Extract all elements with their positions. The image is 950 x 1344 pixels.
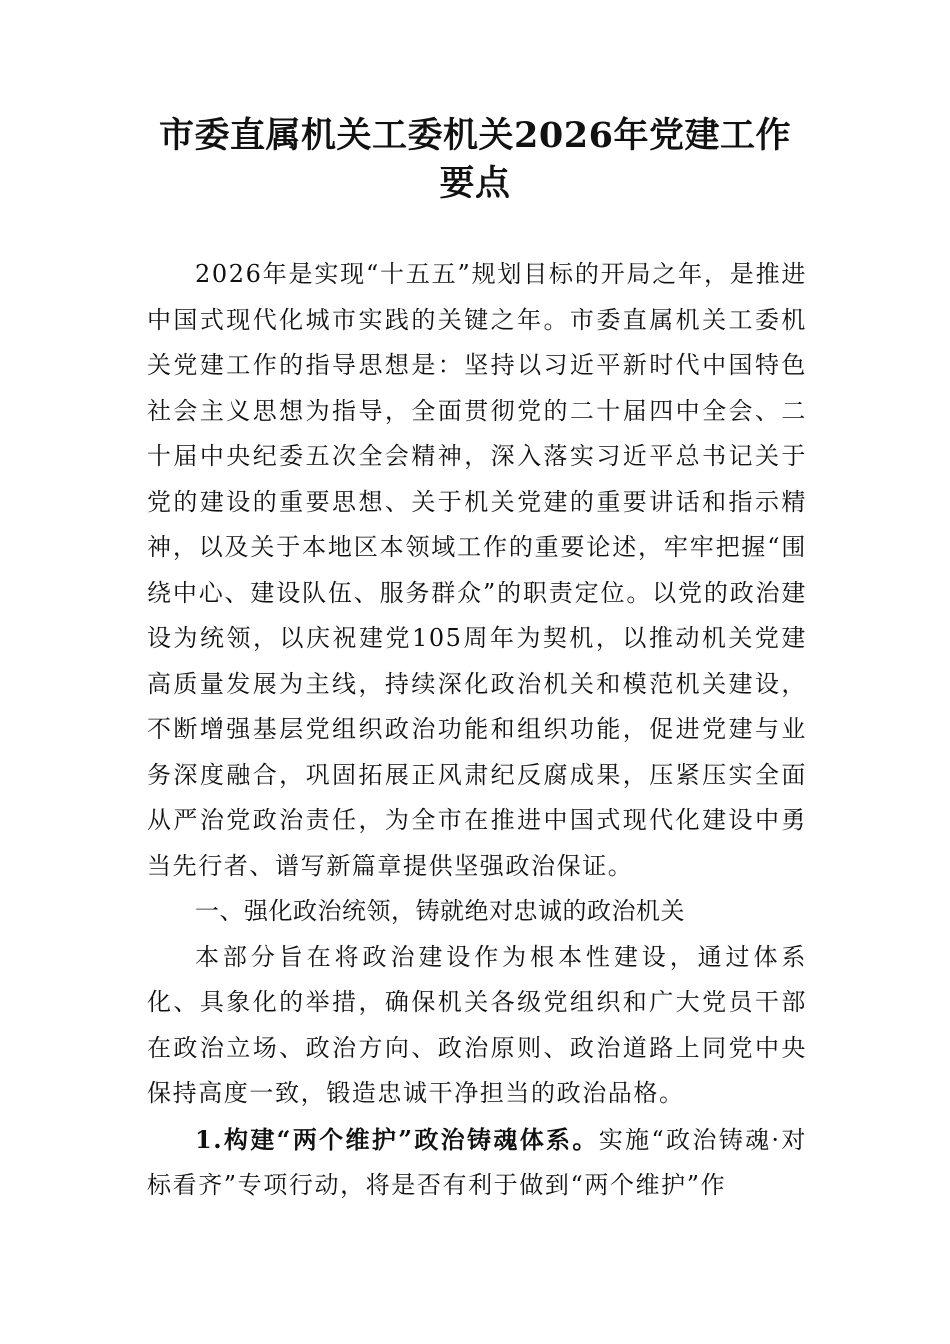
document-title: 市委直属机关工委机关2026年党建工作要点 [159, 115, 791, 204]
item-paragraph [147, 1117, 807, 1209]
item-lead: 1.构建“两个维护”政治铸魂体系。 [195, 1124, 599, 1154]
section-summary-paragraph: 本部分旨在将政治建设作为根本性建设，通过体系化、具象化的举措，确保机关各级党组织和广大党员干部在政治立场、政治方向、政治原则、政治道路上同党中央保持高度一致，锻造忠诚干净担当的政治品格。 [147, 942, 807, 1107]
section-heading: 一、强化政治统领，铸就绝对忠诚的政治机关 [195, 897, 685, 925]
intro-paragraph: 2026年是实现“十五五”规划目标的开局之年，是推进中国式现代化城市实践的关键之年。市委直属机关工委机关党建工作的指导思想是：坚持以习近平新时代中国特色社会主义思想为指导，全面贯彻党的二十届四中全会、二十届中央纪委五次全会精神，深入落实习近平总书记关于党的建设的重要思想、关于机关党建的重要讲话和指示精神，以及关于本地区本领域工作的重要论述，牢牢把握“围绕中心、建设队伍、服务群众”的职责定位。以党的政治建设为统领，以庆祝建党105周年为契机，以推动机关党建高质量发展为主线，持续深化政治机关和模范机关建设，不断增强基层党组织政治功能和组织功能，促进党建与业务深度融合，巩固拓展正风肃纪反腐成果，压紧压实全面从严治党政治责任，为全市在推进中国式现代化建设中勇当先行者、谱写新篇章提供坚强政治保证。 [147, 260, 807, 880]
document-body [147, 252, 807, 1209]
item-text: 实施“政治铸魂·对标看齐”专项行动，将是否有利于做到“两个维护”作 [147, 1125, 807, 1199]
